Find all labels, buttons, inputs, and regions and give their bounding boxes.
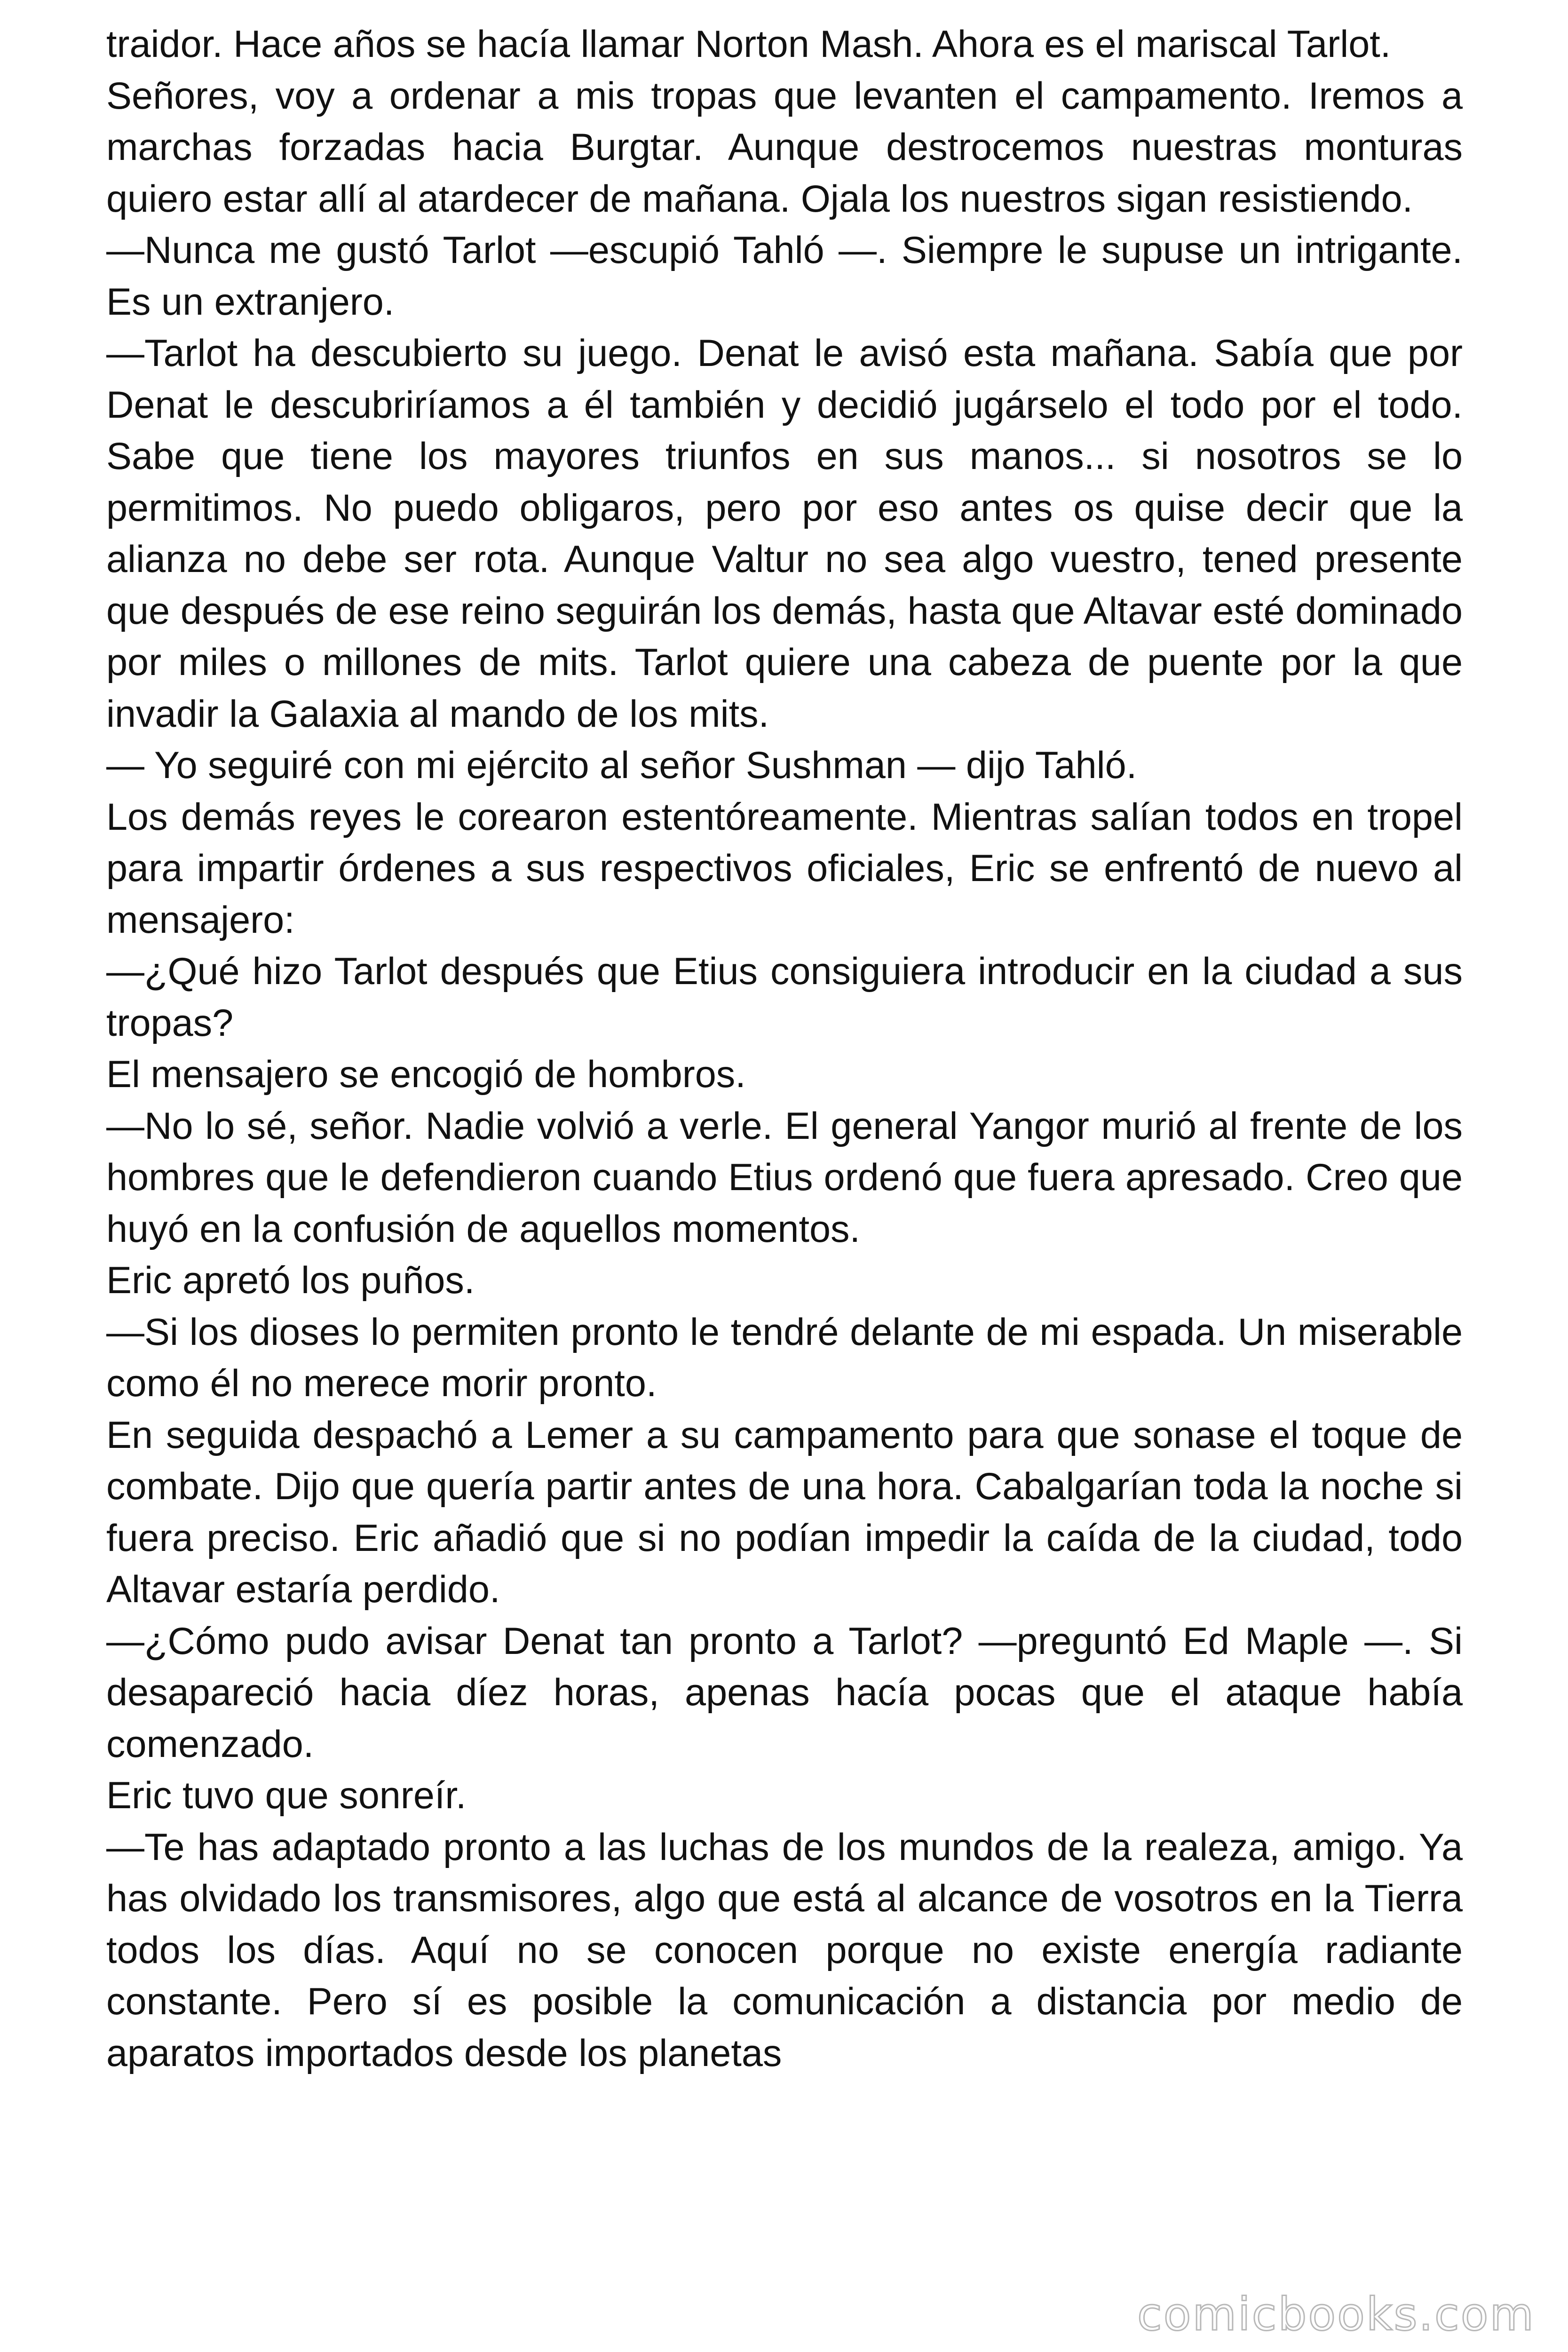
paragraph: El mensajero se encogió de hombros. <box>106 1053 746 1096</box>
paragraph: —¿Qué hizo Tarlot después que Etius consiguiera introducir en la ciudad a sus tropas? <box>106 950 1463 1044</box>
paragraph: Eric tuvo que sonreír. <box>106 1774 467 1817</box>
paragraph: —¿Cómo pudo avisar Denat tan pronto a Tarlot? —preguntó Ed Maple —. Si desapareció hacia díez horas, apenas hacía pocas que el ataque había comenzado. <box>106 1620 1463 1765</box>
paragraph: —Si los dioses lo permiten pronto le tendré delante de mi espada. Un miserable como él no merece morir pronto. <box>106 1311 1463 1405</box>
paragraph: Eric apretó los puños. <box>106 1259 475 1302</box>
paragraph: —Tarlot ha descubierto su juego. Denat le avisó esta mañana. Sabía que por Denat le descubriríamos a él también y decidió jugárselo el todo por el todo. Sabe que tiene los mayores triunfos en sus manos... si nosotros se lo permitimos. No puedo obligaros, pero por eso antes os quise decir que la alianza no debe ser rota. Aunque Valtur no sea algo vuestro, tened presente que después de ese reino seguirán los demás, hasta que Altavar esté dominado por miles o millones de mits. Tarlot quiere una cabeza de puente por la que invadir la Galaxia al mando de los mits. <box>106 332 1463 735</box>
paragraph: Señores, voy a ordenar a mis tropas que levanten el campamento. Iremos a marchas forzadas hacia Burgtar. Aunque destrocemos nuestras monturas quiero estar allí al atardecer de mañana. Ojala los nuestros sigan resistiendo. <box>106 74 1463 220</box>
book-page-text <box>106 19 1463 2079</box>
paragraph: — Yo seguiré con mi ejército al señor Sushman — dijo Tahló. <box>106 744 1137 787</box>
watermark: comicbooks.com <box>1137 2288 1535 2341</box>
paragraph: —No lo sé, señor. Nadie volvió a verle. El general Yangor murió al frente de los hombres que le defendieron cuando Etius ordenó que fuera apresado. Creo que huyó en la confusión de aquellos momentos. <box>106 1104 1463 1250</box>
paragraph: —Nunca me gustó Tarlot —escupió Tahló —. Siempre le supuse un intrigante. Es un extranjero. <box>106 229 1463 323</box>
paragraph: Los demás reyes le corearon estentóreamente. Mientras salían todos en tropel para impartir órdenes a sus respectivos oficiales, Eric se enfrentó de nuevo al mensajero: <box>106 795 1463 941</box>
paragraph: traidor. Hace años se hacía llamar Norton Mash. Ahora es el mariscal Tarlot. <box>106 23 1391 65</box>
paragraph: En seguida despachó a Lemer a su campamento para que sonase el toque de combate. Dijo que quería partir antes de una hora. Cabalgarían toda la noche si fuera preciso. Eric añadió que si no podían impedir la caída de la ciudad, todo Altavar estaría perdido. <box>106 1414 1463 1611</box>
paragraph: —Te has adaptado pronto a las luchas de los mundos de la realeza, amigo. Ya has olvidado los transmisores, algo que está al alcance de vosotros en la Tierra todos los días. Aquí no se conocen porque no existe energía radiante constante. Pero sí es posible la comunicación a distancia por medio de aparatos importados desde los planetas <box>106 1826 1463 2074</box>
